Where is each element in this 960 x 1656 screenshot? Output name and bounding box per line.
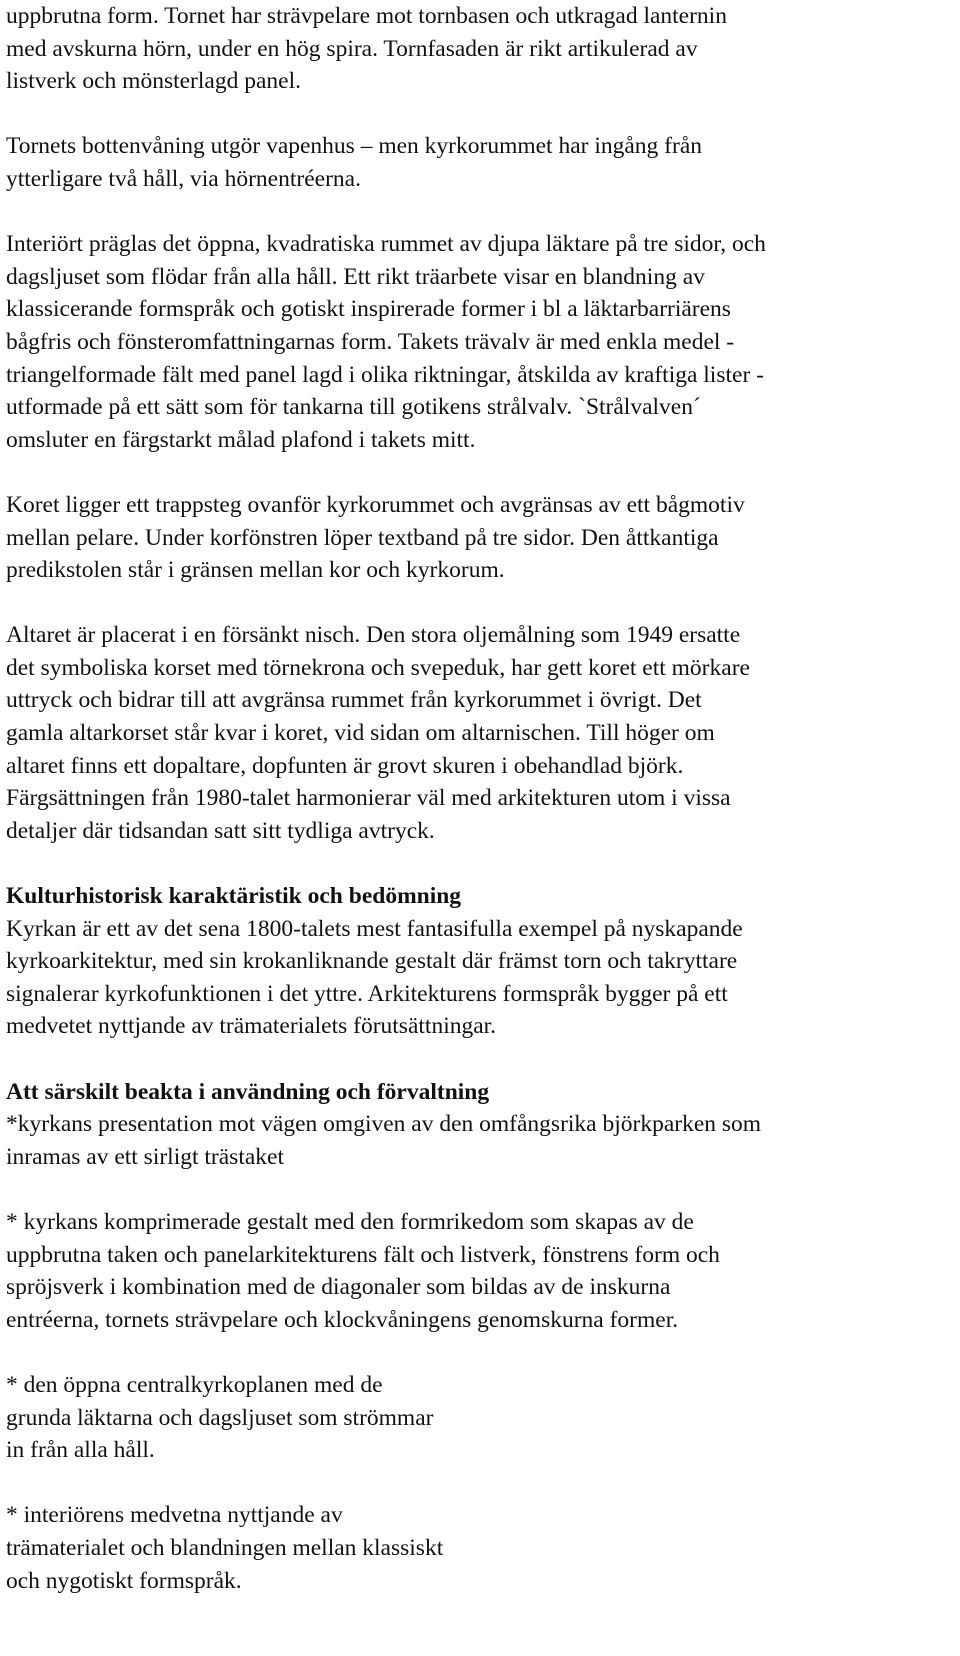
text-line: och nygotiskt formspråk. bbox=[6, 1567, 242, 1594]
text-line: Altaret är placerat i en försänkt nisch. Den stora oljemålning som 1949 ersatte bbox=[6, 622, 741, 649]
text-line: gamla altarkorset står kvar i koret, vid sidan om altarnischen. Till höger om bbox=[6, 720, 715, 747]
text-line: spröjsverk i kombination med de diagonaler som bildas av de inskurna bbox=[6, 1274, 671, 1301]
text-line: det symboliska korset med törnekrona och svepeduk, har gett koret ett mörkare bbox=[6, 654, 750, 681]
text-line: medvetet nyttjande av trämaterialets förutsättningar. bbox=[6, 1013, 497, 1040]
paragraph-altar bbox=[6, 619, 946, 847]
text-line: omsluter en färgstarkt målad plafond i takets mitt. bbox=[6, 426, 476, 453]
paragraph-gap bbox=[6, 1043, 946, 1076]
bullet-interior-materials bbox=[6, 1499, 946, 1597]
text-line: trämaterialet och blandningen mellan klassiskt bbox=[6, 1534, 444, 1561]
text-line: in från alla håll. bbox=[6, 1437, 155, 1464]
text-line: inramas av ett sirligt trästaket bbox=[6, 1143, 284, 1170]
text-line: Koret ligger ett trappsteg ovanför kyrkorummet och avgränsas av ett bågmotiv bbox=[6, 491, 745, 518]
text-line: uppbrutna form. Tornet har strävpelare mot tornbasen och utkragad lanternin bbox=[6, 3, 727, 29]
text-line: utformade på ett sätt som för tankarna till gotikens strålvalv. `Strålvalven´ bbox=[6, 394, 701, 421]
paragraph-gap bbox=[6, 847, 946, 880]
document-page bbox=[6, 0, 946, 1597]
paragraph-tower-entrance bbox=[6, 130, 946, 195]
text-line: Kyrkan är ett av det sena 1800-talets mest fantasifulla exempel på nyskapande bbox=[6, 915, 743, 942]
text-line: bågfris och fönsteromfattningarnas form. Takets trävalv är med enkla medel - bbox=[6, 328, 735, 355]
paragraph-gap bbox=[6, 1467, 946, 1500]
section-cultural-history bbox=[6, 880, 946, 1043]
section-heading: Att särskilt beakta i användning och förvaltning bbox=[6, 1078, 490, 1105]
text-line: med avskurna hörn, under en hög spira. Tornfasaden är rikt artikulerad av bbox=[6, 35, 698, 62]
text-line: signalerar kyrkofunktionen i det yttre. Arkitekturens formspråk bygger på ett bbox=[6, 980, 728, 1007]
text-line: Interiört präglas det öppna, kvadratiska rummet av djupa läktare på tre sidor, och bbox=[6, 231, 766, 258]
text-line: listverk och mönsterlagd panel. bbox=[6, 68, 301, 95]
text-line: entréerna, tornets strävpelare och klockvåningens genomskurna former. bbox=[6, 1306, 679, 1333]
paragraph-gap bbox=[6, 456, 946, 489]
text-line: * kyrkans komprimerade gestalt med den formrikedom som skapas av de bbox=[6, 1208, 694, 1235]
paragraph-gap bbox=[6, 196, 946, 229]
text-line: klassicerande formspråk och gotiskt inspirerade former i bl a läktarbarriärens bbox=[6, 296, 731, 323]
text-line: uttryck och bidrar till att avgränsa rummet från kyrkorummet i övrigt. Det bbox=[6, 687, 702, 714]
text-line: grunda läktarna och dagsljuset som strömmar bbox=[6, 1404, 434, 1431]
paragraph-gap bbox=[6, 98, 946, 131]
section-management bbox=[6, 1076, 946, 1174]
text-line: * den öppna centralkyrkoplanen med de bbox=[6, 1371, 383, 1398]
text-line: Färgsättningen från 1980-talet harmonierar väl med arkitekturen utom i vissa bbox=[6, 785, 731, 812]
bullet-compressed-form bbox=[6, 1206, 946, 1336]
paragraph-tower-description bbox=[6, 0, 946, 98]
text-line: Tornets bottenvåning utgör vapenhus – men kyrkorummet har ingång från bbox=[6, 133, 703, 160]
paragraph-interior bbox=[6, 228, 946, 456]
text-line: kyrkoarkitektur, med sin krokanliknande gestalt där främst torn och takryttare bbox=[6, 948, 738, 975]
text-line: altaret finns ett dopaltare, dopfunten är grovt skuren i obehandlad björk. bbox=[6, 752, 684, 779]
paragraph-gap bbox=[6, 1173, 946, 1206]
text-line: mellan pelare. Under korfönstren löper textband på tre sidor. Den åttkantiga bbox=[6, 524, 719, 551]
paragraph-choir bbox=[6, 489, 946, 587]
text-line: uppbrutna taken och panelarkitekturens fält och listverk, fönstrens form och bbox=[6, 1241, 720, 1268]
text-line: * interiörens medvetna nyttjande av bbox=[6, 1502, 343, 1529]
bullet-central-plan bbox=[6, 1369, 946, 1467]
text-line: predikstolen står i gränsen mellan kor och kyrkorum. bbox=[6, 557, 505, 584]
text-line: detaljer där tidsandan satt sitt tydliga avtryck. bbox=[6, 817, 435, 844]
paragraph-gap bbox=[6, 1336, 946, 1369]
text-line: triangelformade fält med panel lagd i olika riktningar, åtskilda av kraftiga lister - bbox=[6, 361, 764, 388]
text-line: ytterligare två håll, via hörnentréerna. bbox=[6, 165, 361, 192]
section-heading: Kulturhistorisk karaktäristik och bedömning bbox=[6, 883, 462, 910]
paragraph-gap bbox=[6, 587, 946, 620]
text-line: dagsljuset som flödar från alla håll. Ett rikt träarbete visar en blandning av bbox=[6, 263, 705, 290]
text-line: *kyrkans presentation mot vägen omgiven av den omfångsrika björkparken som bbox=[6, 1111, 762, 1138]
